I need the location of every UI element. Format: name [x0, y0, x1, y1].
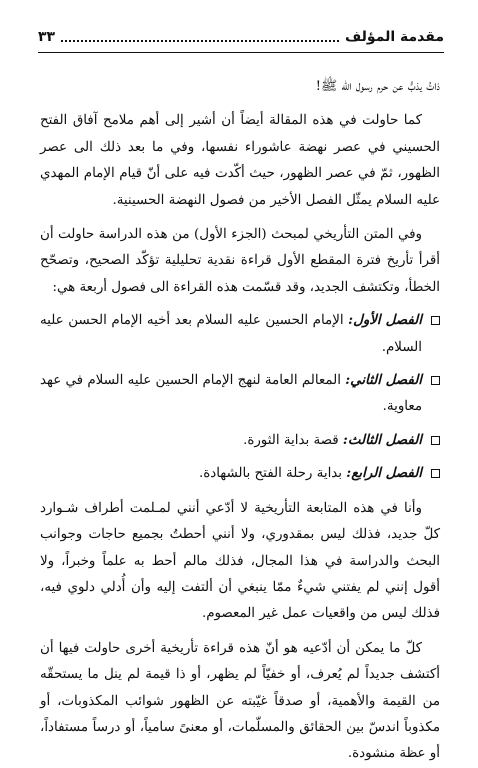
- running-title: مقدمة المؤلف: [344, 29, 444, 45]
- page-number: ٣٣: [38, 29, 56, 45]
- square-bullet-icon: [431, 376, 440, 385]
- chapter-label: الفصل الثالث:: [342, 431, 422, 448]
- square-bullet-icon: [431, 436, 440, 445]
- paragraph-gap: [40, 488, 440, 496]
- paragraph: وفي المتن التأريخي لمبحث (الجزء الأول) من هذه الدراسة حاولت أن أقرأ تأريخ فترة المقطع الأول قراءة نقدية تحليلية تؤكّد الصحيح، وتصحّح الخطأ، وتكتشف الجديد، وقد قسّمت هذه القراءة الى فصول أربعة هي:: [40, 227, 440, 295]
- paragraph-continuation: ذاتُ يذبُّ عن حرم رسول الله ﷺ!: [315, 79, 440, 94]
- chapter-item: [40, 427, 440, 454]
- paragraph-gap: [40, 100, 440, 108]
- paragraph-gap: [40, 214, 440, 222]
- chapter-text: المعالم العامة لنهج الإمام الحسين عليه السلام في عهد معاوية.: [40, 373, 422, 415]
- square-bullet-icon: [431, 469, 440, 478]
- chapter-item: [40, 460, 440, 487]
- chapter-label: الفصل الأول:: [348, 312, 422, 329]
- chapter-item: [40, 367, 440, 421]
- page-body: [40, 74, 440, 768]
- square-bullet-icon: [431, 316, 440, 325]
- paragraph: وأنا في هذه المتابعة التأريخية لا أدّعي أنني لمـلمت أطراف شـوارد كلّ جديد، فذلك ليس بمقدوري، ولا أنني أحطتُ بجميع حاجات وجوانب البحث والدراسة في هذا المجال، فذلك مالم أحط به علماً وخبراً، ولا أقول إنني لم يفتني شيءٌ ممّا ينبغي أن ألتفت إليه وأن أُدلي دلوي فيه، فذلك ليس من واقعيات عمل غير المعصوم.: [40, 500, 440, 622]
- chapter-text: الإمام الحسين عليه السلام بعد أخيه الإمام الحسن عليه السلام.: [40, 313, 422, 355]
- page-header: [38, 26, 444, 48]
- header-rule: [38, 52, 444, 53]
- chapter-text: بداية رحلة الفتح بالشهادة.: [198, 466, 347, 482]
- chapter-text: قصة بداية الثورة.: [243, 432, 343, 448]
- paragraph-gap: [40, 628, 440, 636]
- paragraph: كما حاولت في هذه المقالة أيضاً أن أشير إلى أهم ملامح آفاق الفتح الحسيني في عصر نهضة عاشوراء نفسها، وفي ما بعد ذلك الى عصر الظهور، ثمّ في عصر الظهور، حيث أكّدت فيه على أنّ قيام الإمام المهدي عليه السلام يمثّل الفصل الأخير من فصول النهضة الحسينية.: [40, 113, 440, 208]
- header-dot-leader: [61, 32, 339, 42]
- chapter-label: الفصل الرابع:: [346, 465, 422, 482]
- chapter-item: [40, 307, 440, 361]
- chapter-label: الفصل الثاني:: [345, 372, 422, 389]
- paragraph: كلّ ما يمكن أن أدّعيه هو أنّ هذه قراءة تأريخية أخرى حاولت فيها أن أكتشف جديداً لم يُعرف، أو خفيّاً لم يظهر، أو ذا قيمة لم ينل ما يستحقّه من القيمة والأهمية، أو صدقاً غيّبته عن الظهور شوائب المكذوبات، أو مكذوباً اندسّ بين الحقائق والمسلّمات، أو معنىً سامياً، أو درساً مستفاداً، أو عظة منشودة.: [40, 640, 440, 762]
